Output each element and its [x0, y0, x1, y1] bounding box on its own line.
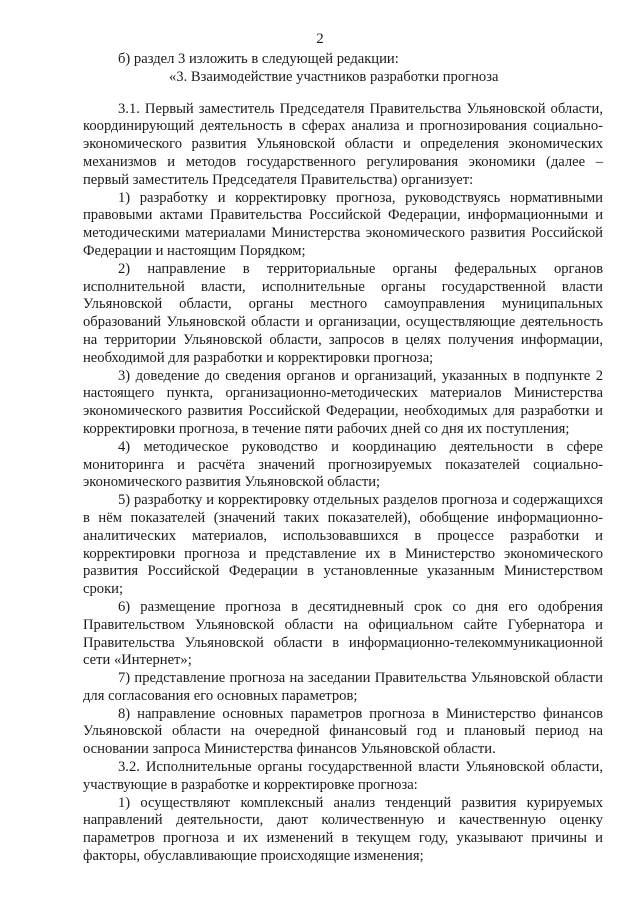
page-number: 2: [316, 31, 324, 47]
paragraph-3-1: 3.1. Первый заместитель Председателя Правительства Ульяновской области, координирующий деятельность в сферах анализа и прогнозирования социально-экономического развития Ульяновской области и определения экономических механизмов и методов государственного регулирования экономики (далее – первый заместитель Председателя Правительства) организует:: [83, 100, 603, 188]
paragraph-item-4: 4) методическое руководство и координацию деятельности в сфере мониторинга и расчёта значений прогнозируемых показателей социально-экономического развития Ульяновской области;: [83, 438, 603, 491]
document-body: [83, 51, 603, 866]
paragraph-3-2-item-1: 1) осуществляют комплексный анализ тенденций развития курируемых направлений деятельности, дают количественную и качественную оценку параметров прогноза и их изменений в текущем году, указывают причины и факторы, обуславливающие происходящие изменения;: [83, 794, 603, 865]
paragraph-3-2: 3.2. Исполнительные органы государственной власти Ульяновской области, участвующие в разработке и корректировке прогноза:: [83, 759, 603, 793]
paragraph-item-3: 3) доведение до сведения органов и организаций, указанных в подпункте 2 настоящего пункта, организационно-методических материалов Министерства экономического развития Российской Федерации, необходимых для разработки и корректировки прогноза, в течение пяти рабочих дней со дня их поступления;: [83, 367, 603, 437]
paragraph-item-2: 2) направление в территориальные органы федеральных органов исполнительной власти, исполнительные органы государственной власти Ульяновской области, органы местного самоуправления муниципальных образований Ульяновской области и организации, осуществляющие деятельность на территории Ульяновской области, запросов в целях получения информации, необходимой для разработки и корректировки прогноза;: [83, 260, 603, 366]
amendment-line: б) раздел 3 изложить в следующей редакции:: [118, 51, 399, 67]
paragraph-item-8: 8) направление основных параметров прогноза в Министерство финансов Ульяновской области на очередной финансовый год и плановый период на основании запроса Министерства финансов Ульяновской области.: [83, 705, 603, 758]
section-title: «3. Взаимодействие участников разработки прогноза: [169, 68, 499, 85]
spacer: [83, 87, 603, 101]
paragraph-item-6: 6) размещение прогноза в десятидневный срок со дня его одобрения Правительством Ульяновской области на официальном сайте Губернатора и Правительства Ульяновской области в информационно-телекоммуникационной сети «Интернет»;: [83, 598, 603, 669]
paragraph-item-1: 1) разработку и корректировку прогноза, руководствуясь нормативными правовыми актами Правительства Российской Федерации, информационными и методическими материалами Министерства экономического развития Российской Федерации и настоящим Порядком;: [83, 189, 603, 259]
paragraph-item-5: 5) разработку и корректировку отдельных разделов прогноза и содержащихся в нём показателей (значений таких показателей), обобщение информационно-аналитических материалов, использовавшихся в процессе разработки и корректировки прогноза и представление их в Министерство экономического развития Российской Федерации в установленные указанным Министерством сроки;: [83, 492, 603, 598]
paragraph-item-7: 7) представление прогноза на заседании Правительства Ульяновской области для согласования его основных параметров;: [83, 670, 603, 704]
